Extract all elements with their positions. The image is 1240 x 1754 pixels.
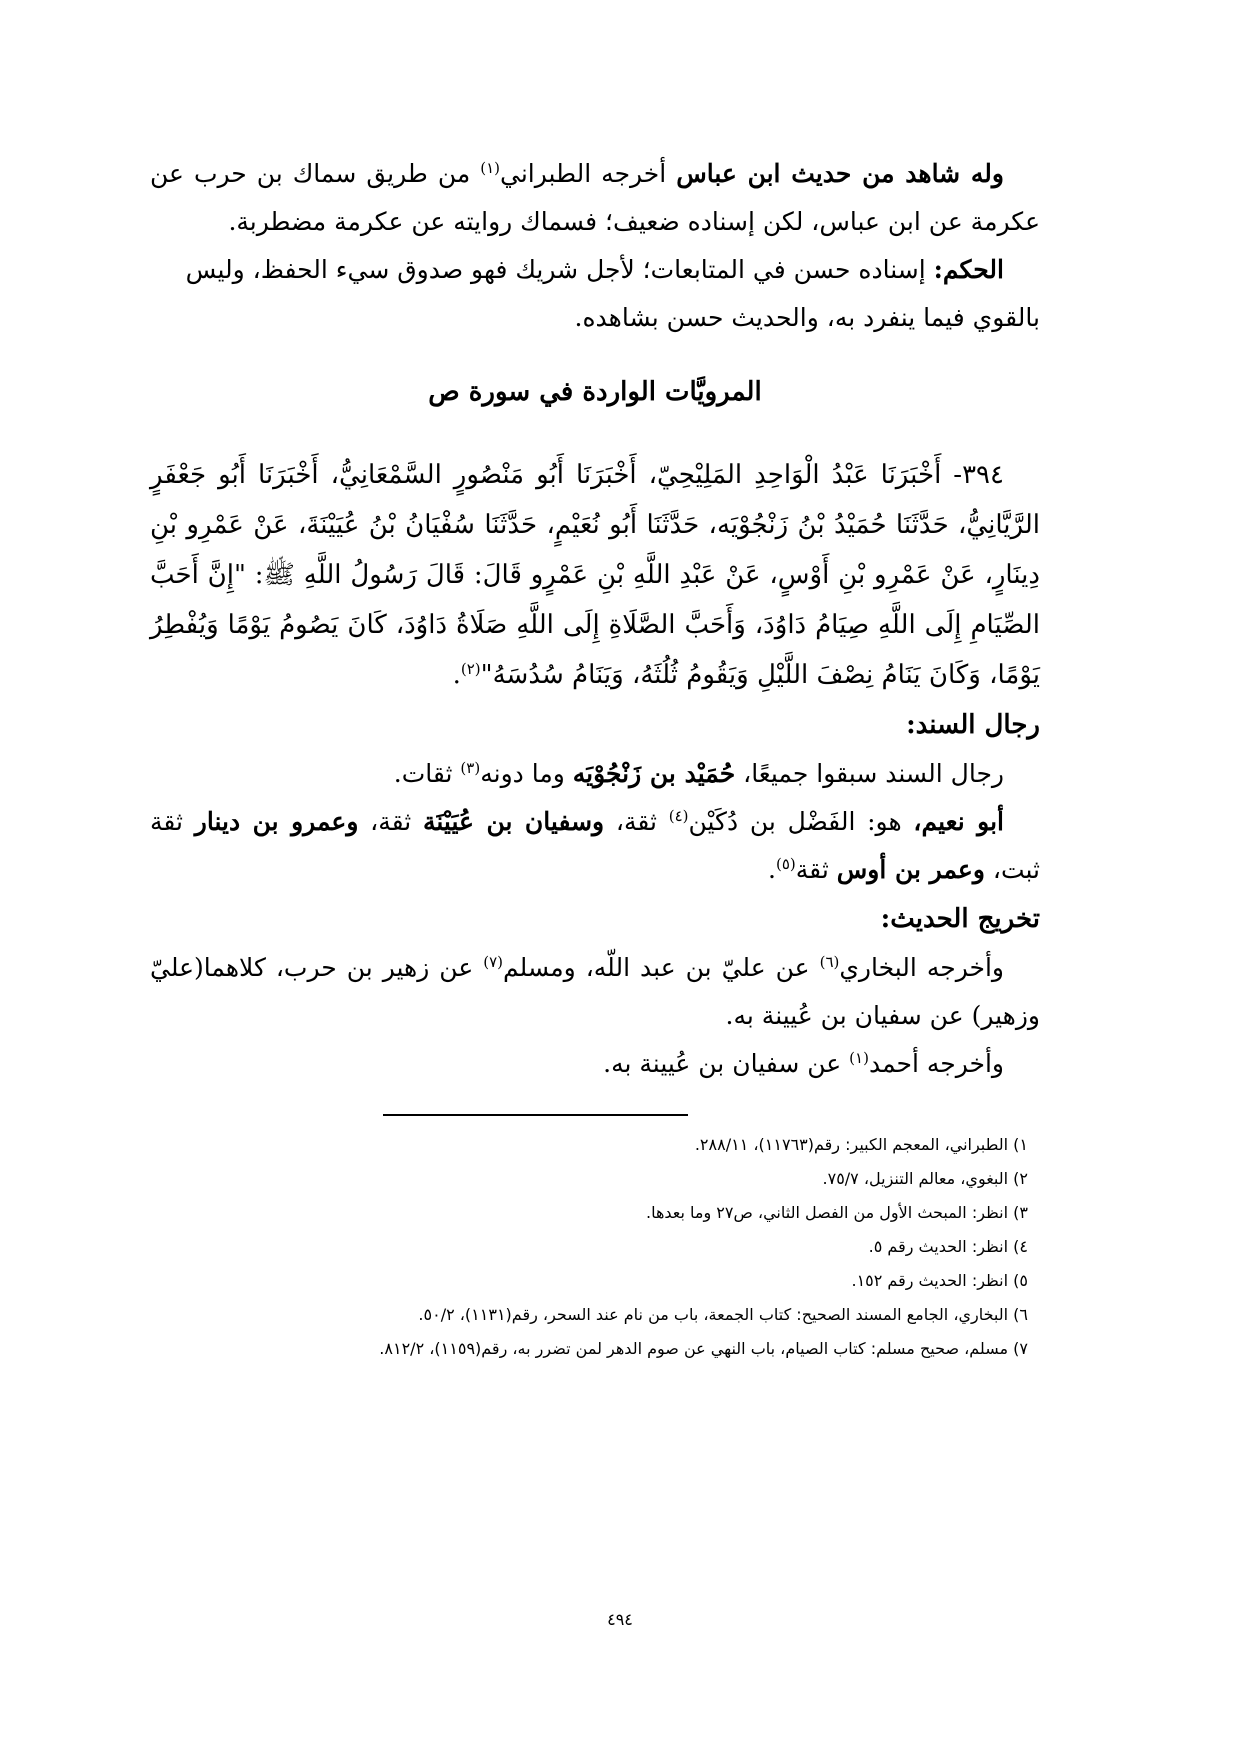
footnote-item: ١) الطبراني، المعجم الكبير: رقم(١١٧٦٣)، ٢٨٨/١١. [694,1135,1028,1154]
takhrij-heading: تخريج الحديث: [880,904,1040,934]
narrator-sufyan: وسفيان بن عُيَيْنَة [422,807,605,836]
document-page [150,150,1040,1366]
rijal2-text-b: ثقة، [604,807,669,836]
intro-paragraph-1 [150,150,1040,246]
footnote-ref-5[interactable]: (٥) [776,855,796,873]
rijal-paragraph-2 [150,798,1040,894]
footnote-ref-2[interactable]: (٢) [460,660,481,678]
hadith-block [150,450,1040,700]
rijal-heading: رجال السند: [906,710,1040,740]
footnote-separator [383,1114,688,1116]
verdict-text: إسناده حسن في المتابعات؛ لأجل شريك فهو صدوق سيء الحفظ، وليس بالقوي فيما ينفرد به، والحديث حسن بشاهده. [185,255,1040,332]
intro-bold-phrase: وله شاهد من حديث ابن عباس [676,159,1004,188]
rijal2-text-f: . [768,855,776,884]
intro-paragraph-2 [150,246,1040,342]
rijal-bold-name: حُمَيْد بن زَنْجُوْيَه [572,759,736,788]
footnote-ref-1[interactable]: (١) [480,159,501,177]
footnote-item: ٧) مسلم، صحيح مسلم: كتاب الصيام، باب النهي عن صوم الدهر لمن تضرر به، رقم(١١٥٩)، ٨١٢/٢. [379,1339,1028,1358]
rijal-paragraph-1 [150,750,1040,798]
rijal2-text-c: ثقة، [358,807,423,836]
hadith-end: . [452,660,461,690]
rijal-text-b: وما دونه [480,759,573,788]
footnotes [150,1128,1040,1366]
footnote-ref-7[interactable]: (٧) [483,953,504,971]
footnote-ref-4[interactable]: (٤) [668,807,689,825]
rijal2-text-e: ثقة [795,855,837,884]
rijal-text-c: ثقات. [393,759,461,788]
intro-text-a: أخرجه الطبراني [500,159,677,188]
takhrij2-text-b: عن سفيان بن عُيينة به. [603,1049,850,1078]
hadith-text [150,450,1040,700]
footnote-item: ٤) انظر: الحديث رقم ٥. [868,1237,1028,1256]
footnote-ref-6[interactable]: (٦) [819,953,840,971]
takhrij2-text-a: وأخرجه أحمد [868,1049,1004,1078]
narrator-abu-nuaym: أبو نعيم، [913,807,1004,836]
narrator-amr-dinar: وعمرو بن دينار [194,807,359,836]
rijal-text-a: رجال السند سبقوا جميعًا، [735,759,1004,788]
rijal2-text-a: هو: الفَضْل بن دُكَيْن [688,807,914,836]
footnote-item: ٣) انظر: المبحث الأول من الفصل الثاني، ص٢٧ وما بعدها. [645,1203,1028,1222]
verdict-label: الحكم: [933,255,1004,284]
rijal2-text-d: ثقة ثبت، [150,807,1040,884]
takhrij-text-a: وأخرجه البخاري [839,953,1004,982]
footnote-ref-8[interactable]: (١) [849,1049,869,1067]
page-number: ٤٩٤ [607,1610,633,1629]
footnote-item: ٦) البخاري، الجامع المسند الصحيح: كتاب الجمعة، باب من نام عند السحر، رقم(١١٣١)، ٥٠/٢. [418,1305,1028,1324]
takhrij-text-b: عن عليّ بن عبد اللّه، ومسلم [503,953,820,982]
section-title: المرويَّات الواردة في سورة ص [428,377,762,407]
footnote-item: ٢) البغوي، معالم التنزيل، ٧٥/٧. [822,1169,1028,1188]
takhrij-text-c: عن زهير بن حرب، كلاهما(عليّ وزهير) عن سفيان بن عُيينة به. [150,953,1040,1030]
intro-text-b: من طريق سماك بن حرب عن عكرمة عن ابن عباس، لكن إسناده ضعيف؛ فسماك روايته عن عكرمة مضطربة. [150,159,1040,236]
footnote-ref-3[interactable]: (٣) [460,759,481,777]
takhrij-paragraph-2 [150,1040,1040,1088]
footnote-item: ٥) انظر: الحديث رقم ١٥٢. [851,1271,1028,1290]
hadith-body: ٣٩٤- أَخْبَرَنَا عَبْدُ الْوَاحِدِ المَلِيْحِيّ، أَخْبَرَنَا أَبُو مَنْصُورٍ السَّمْعَانِيُّ، أَخْبَرَنَا أَبُو جَعْفَرٍ الرَّيَّانِيُّ، حَدَّثَنَا حُمَيْدُ بْنُ زَنْجُوْيَه، حَدَّثَنَا أَبُو نُعَيْمٍ، حَدَّثَنَا سُفْيَانُ بْنُ عُيَيْنَةَ، عَنْ عَمْرِو بْنِ دِينَارٍ، عَنْ عَمْرِو بْنِ أَوْسٍ، عَنْ عَبْدِ اللَّهِ بْنِ عَمْرٍو قَالَ: قَالَ رَسُولُ اللَّهِ ﷺ: "إِنَّ أَحَبَّ الصِّيَامِ إِلَى اللَّهِ صِيَامُ دَاوُدَ، وَأَحَبَّ الصَّلَاةِ إِلَى اللَّهِ صَلَاةُ دَاوُدَ، كَانَ يَصُومُ يَوْمًا وَيُفْطِرُ يَوْمًا، وَكَانَ يَنَامُ نِصْفَ اللَّيْلِ وَيَقُومُ ثُلُثَهُ، وَيَنَامُ سُدُسَهُ" [150,460,1040,690]
narrator-umar-aws: وعمر بن أوس [836,855,985,884]
takhrij-paragraph-1 [150,944,1040,1040]
